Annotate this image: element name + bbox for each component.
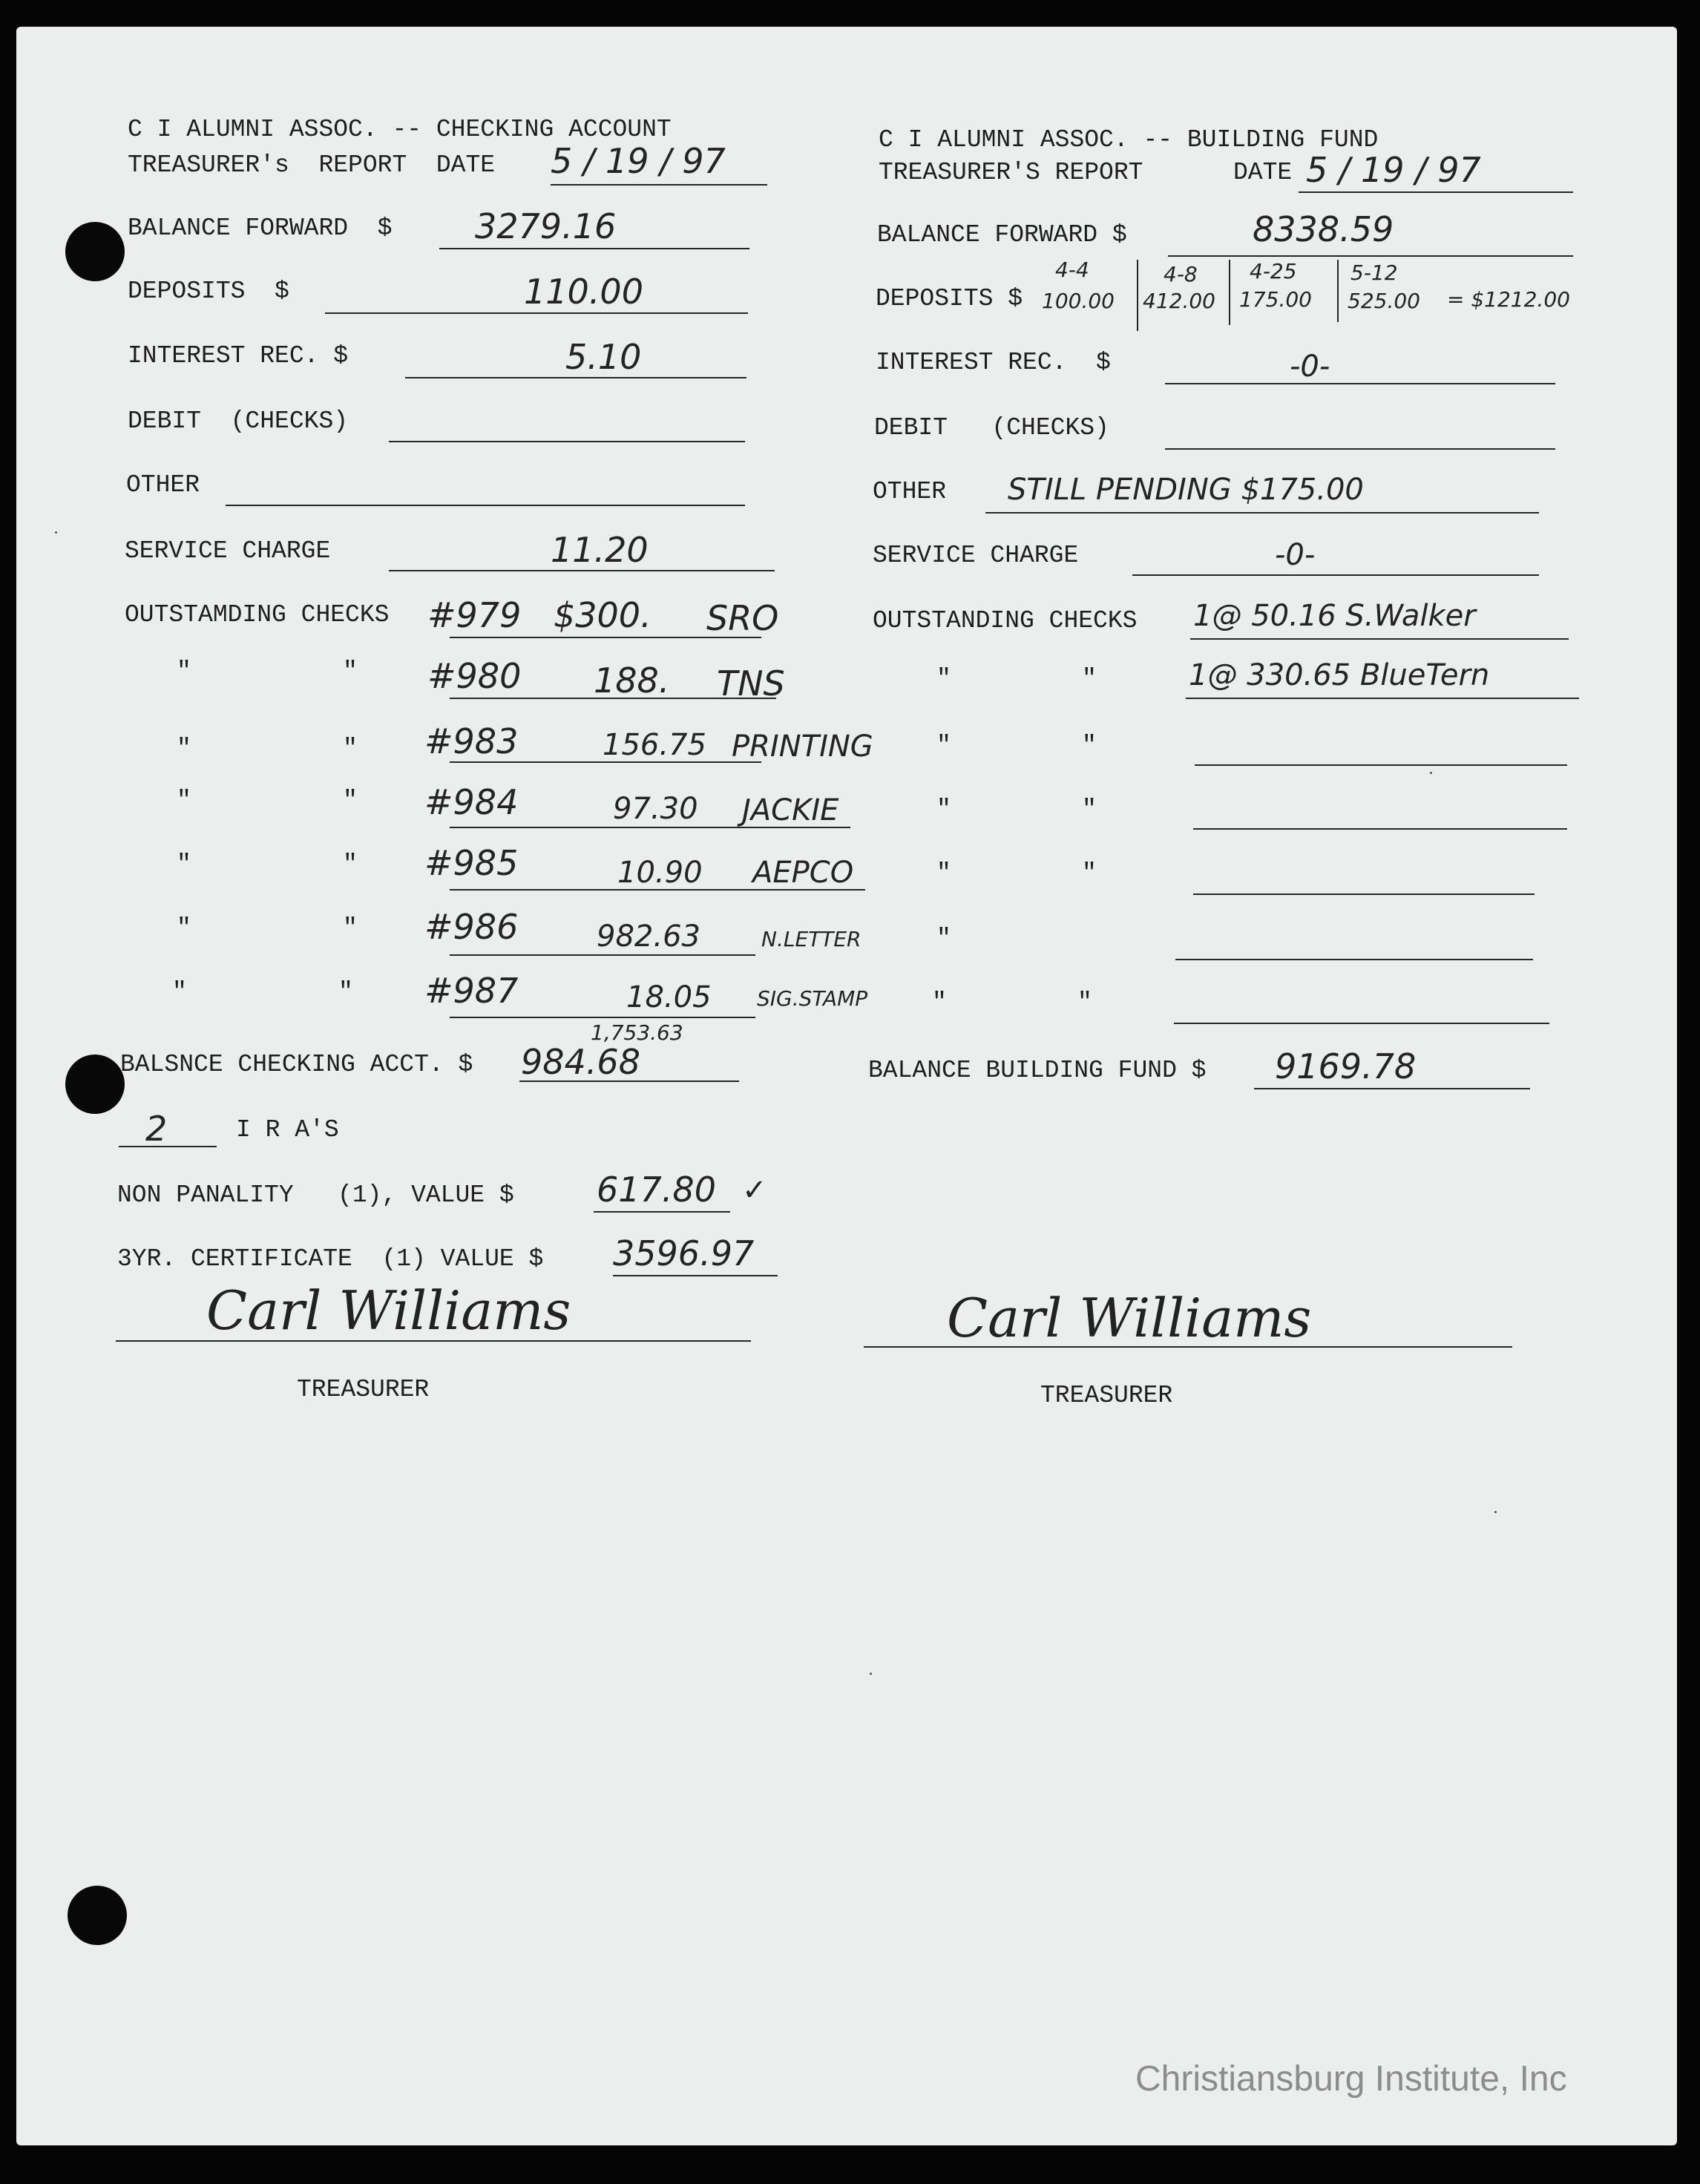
non-penalty-value: 617.80 [597, 1170, 716, 1210]
deposit-date: 4-4 [1055, 258, 1089, 282]
checking-outstanding-label: OUTSTAMDING CHECKS [125, 601, 390, 629]
check-amount: 982.63 [597, 919, 700, 954]
building-debit-label: DEBIT (CHECKS) [874, 414, 1109, 442]
checking-balance-value: 984.68 [521, 1042, 640, 1082]
building-balance-value: 9169.78 [1275, 1046, 1417, 1086]
non-penalty-label: NON PANALITY (1), VALUE $ [117, 1181, 514, 1209]
checking-other-label: OTHER [126, 471, 200, 499]
checks-total: 1,753.63 [591, 1020, 683, 1045]
check-amount: 156.75 [603, 728, 706, 762]
checking-deposits-label: DEPOSITS $ [128, 278, 289, 305]
building-outstanding-label: OUTSTANDING CHECKS [873, 607, 1138, 634]
checking-balance-forward-label: BALANCE FORWARD $ [128, 214, 393, 242]
certificate-value: 3596.97 [613, 1233, 755, 1273]
deposit-amount: 412.00 [1143, 289, 1215, 313]
checking-date: 5 / 19 / 97 [551, 141, 726, 181]
deposit-date: 4-8 [1164, 262, 1198, 286]
checking-treasurer-label: TREASURER [297, 1376, 430, 1403]
check-amount: 18.05 [626, 980, 712, 1014]
checking-signature: Carl Williams [206, 1279, 571, 1342]
building-date: 5 / 19 / 97 [1306, 150, 1481, 190]
check-mark-icon: ✓ [742, 1173, 767, 1207]
check-payee: AEPCO [752, 856, 854, 890]
certificate-label: 3YR. CERTIFICATE (1) VALUE $ [117, 1245, 544, 1273]
building-balance-label: BALANCE BUILDING FUND $ [868, 1057, 1207, 1084]
checking-service-charge-label: SERVICE CHARGE [125, 537, 331, 565]
checking-debit-label: DEBIT (CHECKS) [128, 407, 349, 435]
building-header-subtitle: TREASURER'S REPORT [879, 159, 1143, 186]
check-number: #987 [424, 971, 519, 1011]
checking-interest-value: 5.10 [565, 337, 642, 377]
check-amount: $300. [554, 595, 652, 635]
watermark: Christiansburg Institute, Inc [1135, 2059, 1567, 2099]
check-payee: PRINTING [732, 729, 873, 764]
punch-hole [65, 222, 125, 281]
punch-hole [68, 1886, 127, 1945]
check-payee: SRO [706, 598, 779, 638]
deposit-amount: 175.00 [1239, 287, 1312, 312]
deposit-amount: 100.00 [1042, 289, 1115, 313]
check-amount: 188. [594, 660, 670, 701]
check-amount: 10.90 [617, 856, 703, 890]
check-payee: TNS [717, 663, 785, 704]
outstanding-check: 1@ 50.16 S.Walker [1193, 599, 1476, 633]
deposit-amount: 525.00 [1348, 289, 1420, 313]
building-balance-forward-value: 8338.59 [1253, 209, 1394, 249]
checking-balance-forward-value: 3279.16 [475, 206, 617, 246]
building-interest-label: INTEREST REC. $ [876, 349, 1111, 376]
deposit-date: 4-25 [1250, 259, 1297, 283]
ira-count: 2 [145, 1109, 168, 1149]
checking-interest-label: INTEREST REC. $ [128, 342, 349, 370]
building-date-label: DATE [1233, 159, 1293, 186]
checking-header-title: C I ALUMNI ASSOC. -- CHECKING ACCOUNT [128, 116, 672, 143]
check-payee: SIG.STAMP [757, 986, 868, 1011]
check-number: #984 [424, 782, 519, 822]
check-payee: N.LETTER [761, 927, 862, 951]
building-service-charge-label: SERVICE CHARGE [873, 542, 1079, 569]
building-treasurer-label: TREASURER [1040, 1382, 1173, 1409]
building-signature: Carl Williams [947, 1287, 1312, 1349]
outstanding-check: 1@ 330.65 BlueTern [1189, 658, 1490, 692]
punch-hole [65, 1055, 125, 1114]
checking-balance-label: BALSNCE CHECKING ACCT. $ [120, 1051, 473, 1078]
building-balance-forward-label: BALANCE FORWARD $ [877, 221, 1127, 249]
checking-header-subtitle: TREASURER's REPORT DATE [128, 151, 496, 179]
check-payee: JACKIE [742, 793, 839, 827]
check-number: #979 [427, 595, 522, 635]
deposit-date: 5-12 [1351, 260, 1398, 285]
building-other-value: STILL PENDING $175.00 [1008, 473, 1364, 507]
building-service-charge-value: -0- [1275, 538, 1316, 572]
building-interest-value: -0- [1290, 350, 1330, 384]
check-amount: 97.30 [613, 792, 698, 826]
building-header-title: C I ALUMNI ASSOC. -- BUILDING FUND [879, 126, 1379, 154]
checking-service-charge-value: 11.20 [551, 530, 649, 570]
building-deposits-label: DEPOSITS $ [876, 285, 1023, 312]
deposits-total: = $1212.00 [1447, 287, 1570, 312]
check-number: #985 [424, 843, 519, 883]
building-other-label: OTHER [873, 478, 947, 505]
check-number: #980 [427, 656, 522, 696]
checking-deposits-value: 110.00 [524, 272, 643, 312]
ira-label: I R A'S [236, 1116, 339, 1144]
check-number: #983 [424, 721, 519, 761]
check-number: #986 [424, 907, 519, 947]
